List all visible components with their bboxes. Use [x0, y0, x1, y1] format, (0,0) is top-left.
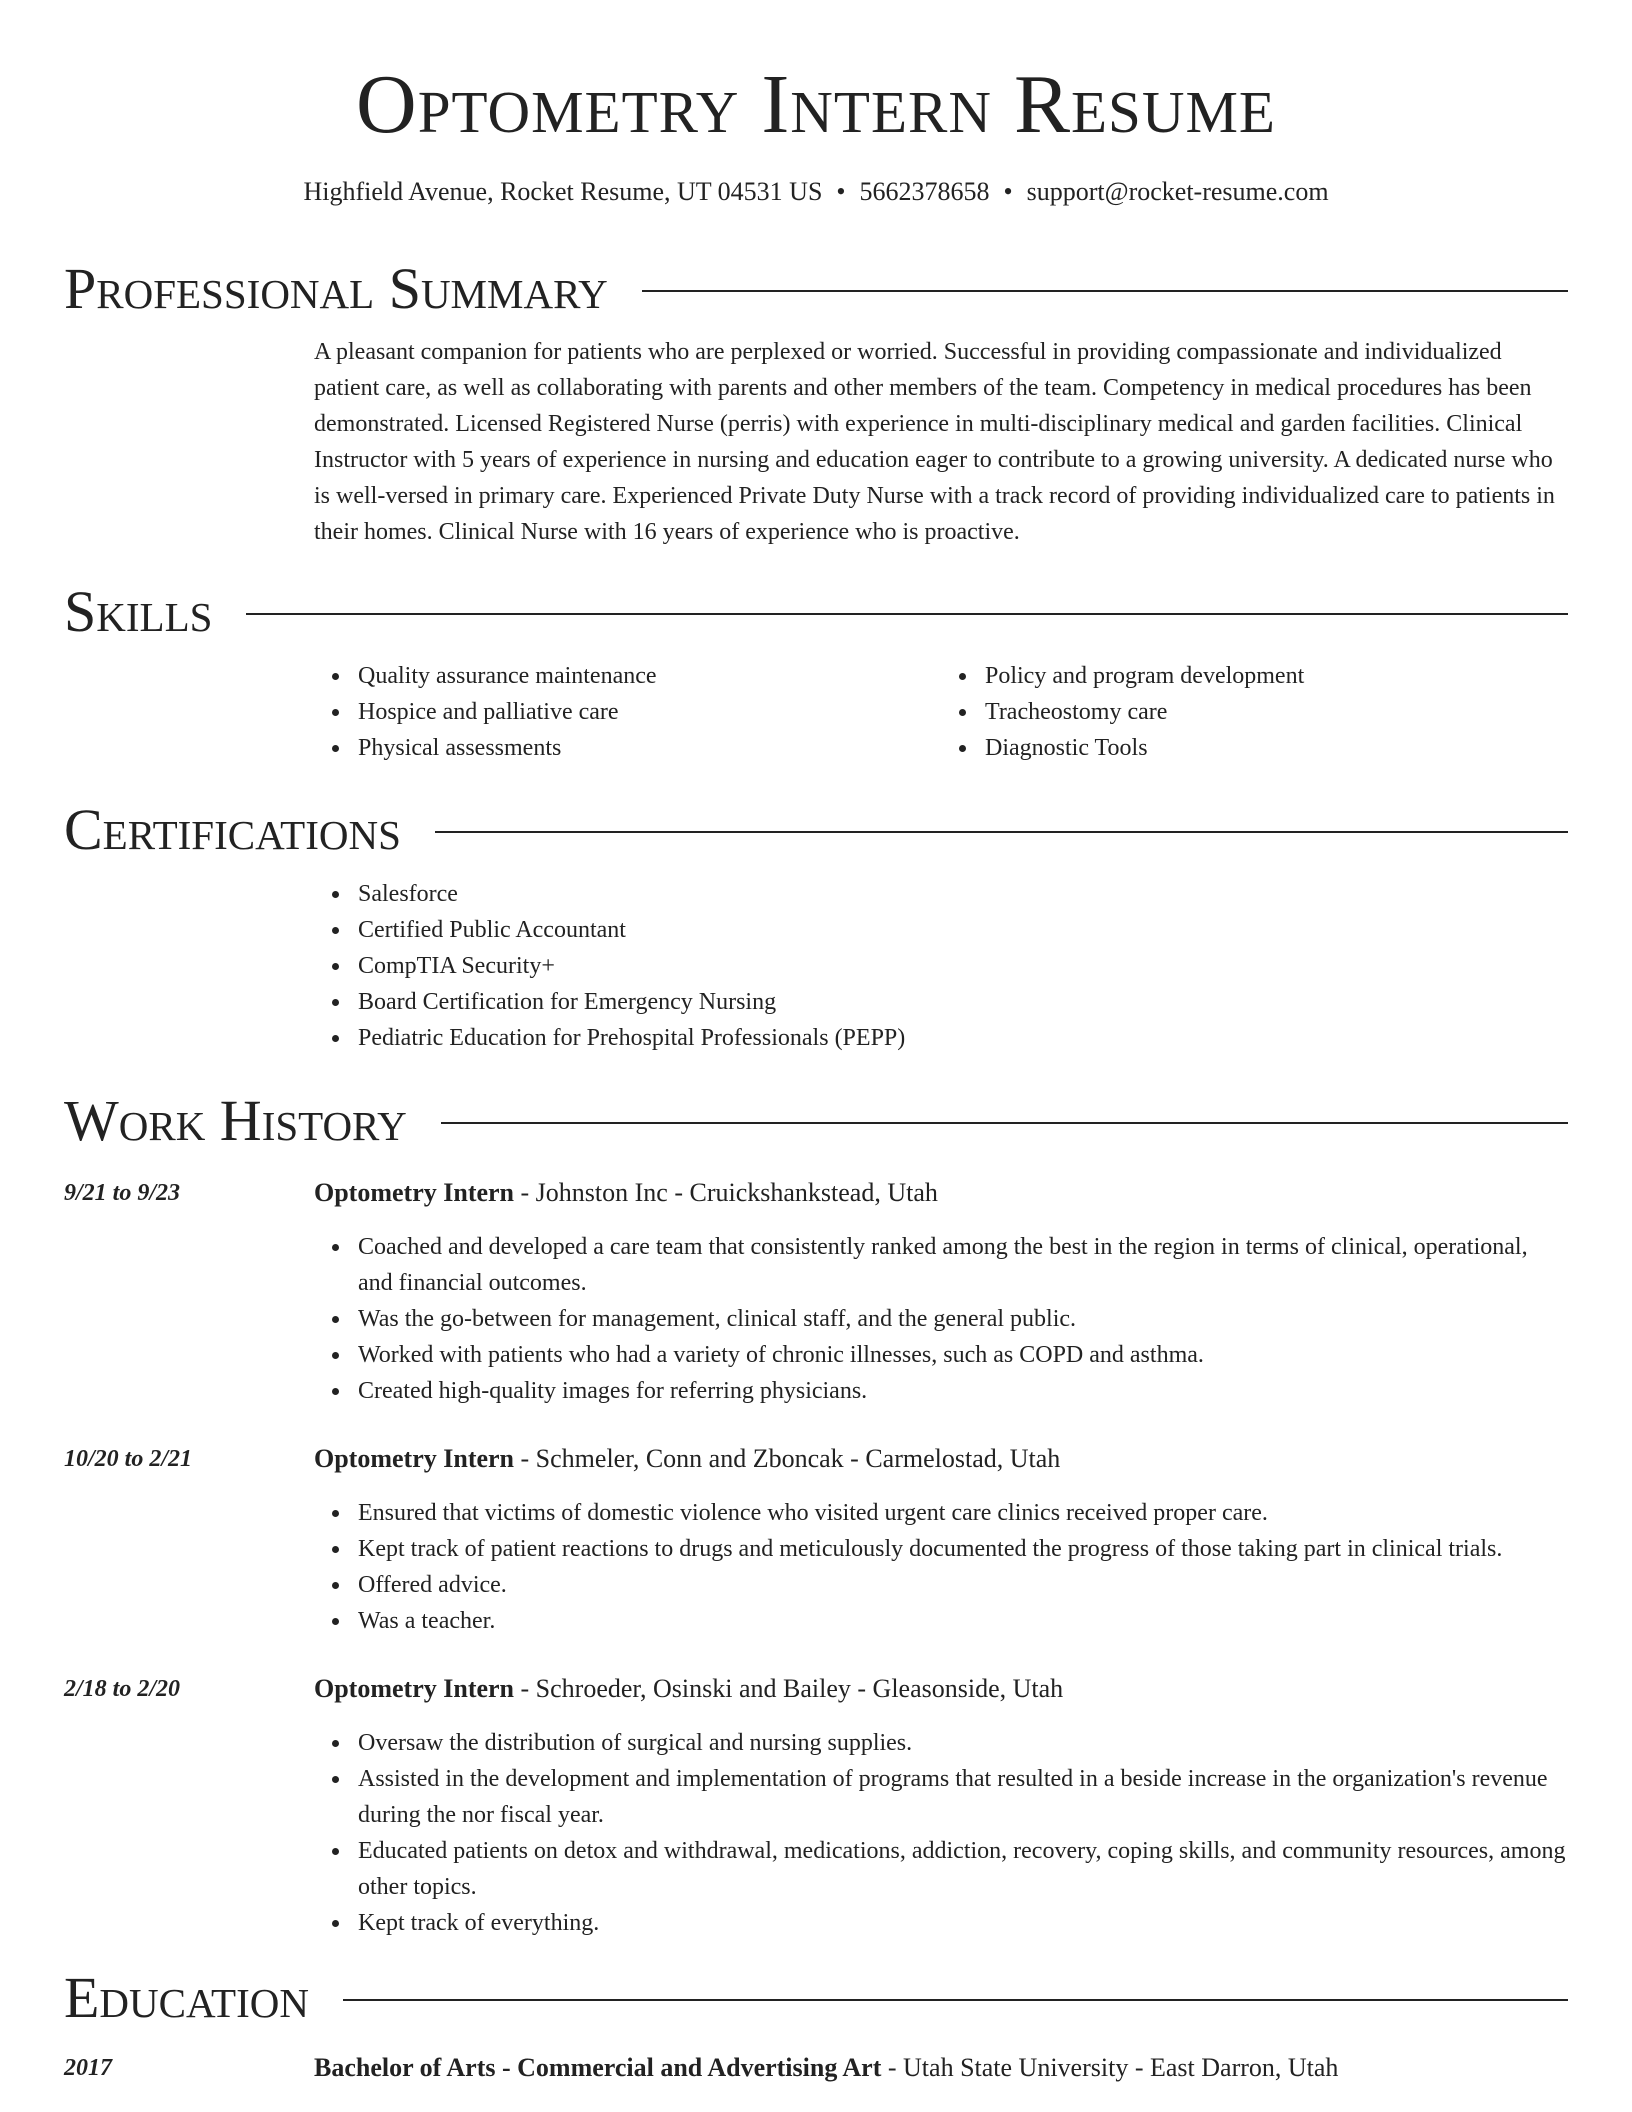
job-bullet: Was the go-between for management, clinical staff, and the general public. — [358, 1301, 1568, 1337]
phone: 5662378658 — [859, 177, 990, 206]
separator: • — [836, 177, 846, 206]
job-company: - Schmeler, Conn and Zboncak - Carmelostad, Utah — [514, 1444, 1061, 1473]
section-divider — [246, 613, 1568, 615]
summary-text: A pleasant companion for patients who are perplexed or worried. Successful in providing compassionate and individualized patient care, as well as collaborating with parents and other members of the team. Competency in medical procedures has been demonstrated. Licensed Registered Nurse (perris) with experience in multi-disciplinary medical and garden facilities. Clinical Instructor with 5 years of experience in nursing and education eager to contribute to a growing university. A dedicated nurse who is well-versed in primary care. Experienced Private Duty Nurse with a track record of providing individualized care to patients in their homes. Clinical Nurse with 16 years of experience who is proactive. — [314, 339, 1555, 545]
certification-item: Board Certification for Emergency Nursing — [358, 984, 1568, 1020]
skills-list-right — [941, 658, 1568, 766]
job-entry — [314, 1175, 1568, 1409]
certifications-section-header — [64, 795, 1568, 865]
skill-item: Diagnostic Tools — [985, 730, 1568, 766]
job-bullet: Was a teacher. — [358, 1603, 1568, 1639]
email: support@rocket-resume.com — [1026, 177, 1329, 206]
education-section-header — [64, 1963, 1568, 2033]
section-divider — [343, 1999, 1568, 2001]
section-divider — [435, 831, 1568, 833]
job-company: - Schroeder, Osinski and Bailey - Gleasonside, Utah — [514, 1674, 1064, 1703]
degree: Bachelor of Arts - Commercial and Advertising Art — [314, 2053, 882, 2082]
job-title: Optometry Intern — [314, 1444, 515, 1473]
section-heading: Skills — [64, 579, 213, 644]
certifications-list — [314, 876, 1568, 1056]
section-heading: Professional Summary — [64, 256, 608, 321]
education-entry — [314, 2050, 1568, 2086]
skill-item: Quality assurance maintenance — [358, 658, 941, 694]
skill-item: Tracheostomy care — [985, 694, 1568, 730]
address: Highfield Avenue, Rocket Resume, UT 04531 US — [303, 177, 823, 206]
contact-line — [0, 172, 1632, 212]
job-bullet: Ensured that victims of domestic violence who visited urgent care clinics received proper care. — [358, 1495, 1568, 1531]
resume-title: Optometry Intern Resume — [356, 58, 1276, 151]
job-bullet: Kept track of patient reactions to drugs and meticulously documented the progress of those taking part in clinical trials. — [358, 1531, 1568, 1567]
skills-list-left — [314, 658, 941, 766]
certification-item: Pediatric Education for Prehospital Professionals (PEPP) — [358, 1020, 1568, 1056]
job-bullets — [314, 1495, 1568, 1639]
job-bullet: Offered advice. — [358, 1567, 1568, 1603]
job-bullet: Educated patients on detox and withdrawal, medications, addiction, recovery, coping skills, and community resources, among other topics. — [358, 1833, 1568, 1905]
section-divider — [441, 1122, 1568, 1124]
section-divider — [642, 290, 1568, 292]
job-bullet: Assisted in the development and implementation of programs that resulted in a beside increase in the organization's revenue during the nor fiscal year. — [358, 1761, 1568, 1833]
job-bullet: Oversaw the distribution of surgical and nursing supplies. — [358, 1725, 1568, 1761]
job-entry — [314, 1441, 1568, 1639]
separator: • — [1003, 177, 1013, 206]
skill-item: Physical assessments — [358, 730, 941, 766]
job-bullet: Kept track of everything. — [358, 1905, 1568, 1941]
job-heading — [314, 1671, 1568, 1707]
job-heading — [314, 1441, 1568, 1477]
summary-block — [314, 334, 1568, 550]
certifications-block — [314, 876, 1568, 1056]
certification-item: CompTIA Security+ — [358, 948, 1568, 984]
job-title: Optometry Intern — [314, 1178, 515, 1207]
section-heading: Certifications — [64, 797, 401, 862]
skills-block — [314, 658, 1568, 766]
job-entry — [314, 1671, 1568, 1941]
summary-section-header — [64, 254, 1568, 324]
work-history-section-header — [64, 1086, 1568, 1156]
certification-item: Salesforce — [358, 876, 1568, 912]
section-heading: Education — [64, 1965, 309, 2030]
job-bullet: Created high-quality images for referring physicians. — [358, 1373, 1568, 1409]
section-heading: Work History — [64, 1088, 407, 1153]
job-dates: 10/20 to 2/21 — [64, 1446, 193, 1472]
skill-item: Policy and program development — [985, 658, 1568, 694]
education-heading — [314, 2050, 1568, 2086]
job-bullet: Coached and developed a care team that consistently ranked among the best in the region in terms of clinical, operational, and financial outcomes. — [358, 1229, 1568, 1301]
skill-item: Hospice and palliative care — [358, 694, 941, 730]
education-year: 2017 — [64, 2055, 112, 2081]
job-bullets — [314, 1725, 1568, 1941]
job-dates: 9/21 to 9/23 — [64, 1180, 181, 1206]
job-bullets — [314, 1229, 1568, 1409]
school: - Utah State University - East Darron, Utah — [881, 2053, 1339, 2082]
job-bullet: Worked with patients who had a variety of chronic illnesses, such as COPD and asthma. — [358, 1337, 1568, 1373]
job-company: - Johnston Inc - Cruickshankstead, Utah — [514, 1178, 938, 1207]
job-dates: 2/18 to 2/20 — [64, 1676, 181, 1702]
job-heading — [314, 1175, 1568, 1211]
skills-section-header — [64, 577, 1568, 647]
job-title: Optometry Intern — [314, 1674, 515, 1703]
certification-item: Certified Public Accountant — [358, 912, 1568, 948]
